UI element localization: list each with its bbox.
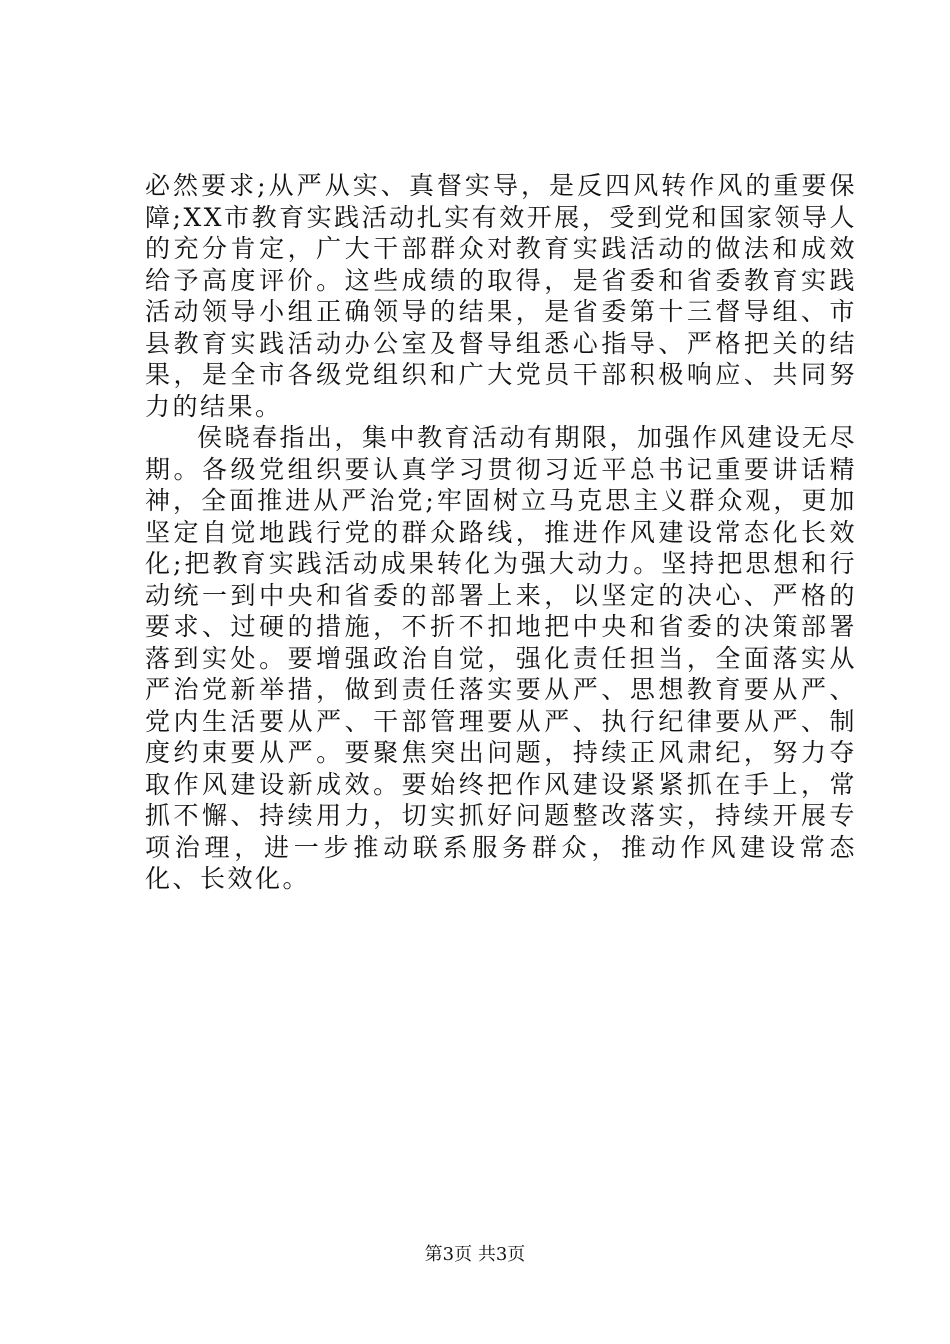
document-body xyxy=(145,170,857,895)
page-number-footer: 第3页 共3页 xyxy=(424,1244,526,1265)
paragraph-hou-xiaochun-remarks: 侯晓春指出，集中教育活动有期限，加强作风建设无尽期。各级党组织要认真学习贯彻习近平总书记重要讲话精神，全面推进从严治党;牢固树立马克思主义群众观，更加坚定自觉地践行党的群众路线，推进作风建设常态化长效化;把教育实践活动成果转化为强大动力。坚持把思想和行动统一到中央和省委的部署上来，以坚定的决心、严格的要求、过硬的措施，不折不扣地把中央和省委的决策部署落到实处。要增强政治自觉，强化责任担当，全面落实从严治党新举措，做到责任落实要从严、思想教育要从严、党内生活要从严、干部管理要从严、执行纪律要从严、制度约束要从严。要聚焦突出问题，持续正风肃纪，努力夺取作风建设新成效。要始终把作风建设紧紧抓在手上，常抓不懈、持续用力，切实抓好问题整改落实，持续开展专项治理，进一步推动联系服务群众，推动作风建设常态化、长效化。 xyxy=(145,423,858,893)
paragraph-continuation: 必然要求;从严从实、真督实导，是反四风转作风的重要保障;XX市教育实践活动扎实有效开展，受到党和国家领导人的充分肯定，广大干部群众对教育实践活动的做法和成效给予高度评价。这些成绩的取得，是省委和省委教育实践活动领导小组正确领导的结果，是省委第十三督导组、市县教育实践活动办公室及督导组悉心指导、严格把关的结果，是全市各级党组织和广大党员干部积极响应、共同努力的结果。 xyxy=(145,171,857,421)
